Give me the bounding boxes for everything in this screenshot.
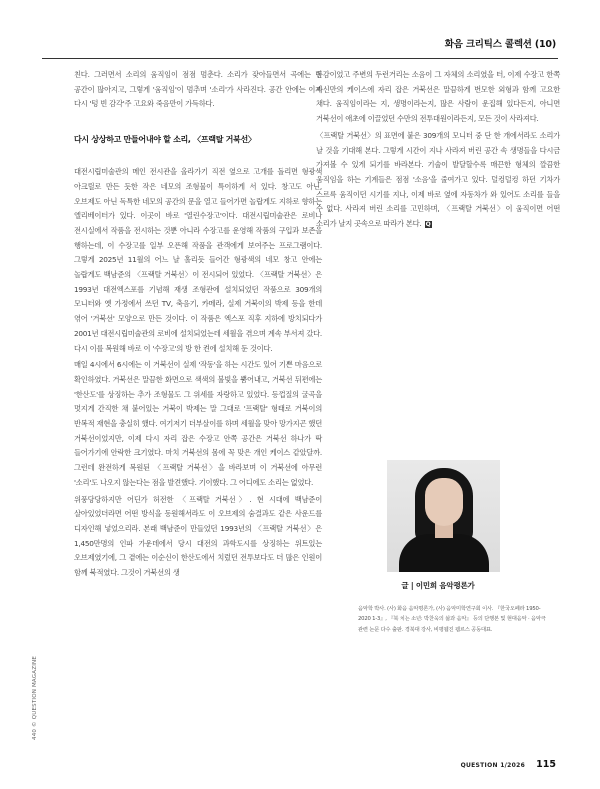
end-mark-icon: Q	[425, 220, 431, 228]
photo-body	[399, 534, 489, 572]
page-footer	[461, 752, 556, 771]
section-subheading: 다시 상상하고 만들어내야 할 소리, 〈프랙탈 거북선〉	[74, 135, 256, 145]
author-photo	[387, 460, 500, 572]
left-column	[74, 68, 322, 581]
closing-paragraph-text: 〈프랙탈 거북선〉의 표면에 붙은 309개의 모니터 중 단 한 개에서라도 소리가 날 것을 기대해 본다. 그렇게 시간이 지나 사라져 버린 공간 속 생명들을 다시금 가져볼 수 있게 되기를 바라본다. 기술이 발달할수록 매끈한 형체의 깔끔한 움직임을 하는 기계들은 점점 '소음'을 줄여가고 있다. 덜컹덜컹 하던 기차가 스르륵 움직이던 시기를 지나, 이제 바로 옆에 자동차가 와 있어도 소리를 들을 수 없다. 사라져 버린 소리를 고민하며, 〈프랙탈 거북선〉이 움직이면 어떤 소리가 날지 곳속으로 따라가 본다.	[316, 130, 560, 229]
body-paragraph: 매일 4시에서 6시에는 이 거북선이 실제 '작동'을 하는 시간도 있어 기쁜 마음으로 확인하였다. 거북선은 말끔한 화면으로 색색의 불빛을 뿜어내고, 거북선 뒤편에는 '한산도'를 상징하는 추가 조형물도 그 위세를 자랑하고 있었다. 등껍질의 굴곡을 멋지게 간직한 채 붙어있는 거북이 박제는 말 그대로 '프랙탈' 형태로 거북이의 반복적 재현을 충실히 했다. 여기저기 더부살이를 하며 세월을 맞아 망가지곤 했던 거북선이었지만, 이제 다시 자리 잡은 수장고 안쪽 공간은 거북선 하나가 딱 들어가기에 안락한 크기였다. 마치 거북선의 몸에 꼭 맞은 개인 케이스 같았달까. 그런데 완전하게 복원된 〈프랙탈 거북선〉을 바라보며 이 거북선에 아무런 '소리'도 나오지 않는다는 점을 발견했다. 기이했다. 그 어디에도 소리는 없었다.	[74, 360, 322, 487]
body-paragraph	[316, 129, 560, 232]
right-column	[316, 68, 560, 232]
author-byline: 글 | 이민희 음악평론가	[401, 581, 475, 590]
intro-paragraph: 친다. 그러면서 소리의 움직임이 점점 멈춘다. 소리가 잦아들면서 곡에는 빈 공간이 많아지고, 그렇게 '움직임'이 멈추며 '소리'가 사라진다. 공간 안에는 이제 다시 '텅 빈 감각'주 고요와 죽음만이 가득하다.	[74, 70, 322, 109]
magazine-issue: QUESTION 1/2026	[460, 762, 526, 769]
header-divider	[42, 58, 558, 59]
author-bio: 음악학 박사. (사) 화음 음악평론가, (사) 음악미학연구회 이사. 『한국오페라 1950-2020 1-3』, 『북 치는 소년: 박찬욱의 삶과 음악』 등의 단행본 및 현대음악 · 음악극 관련 논문 다수 출판. 경북대 강사, 비평웹진 웹르스 공동대표.	[358, 606, 546, 633]
side-label: 440 © QUESTION MAGAZINE	[32, 655, 38, 740]
photo-face	[425, 478, 463, 526]
body-paragraph: 위풍당당하지만 어딘가 허전한 〈프랙탈 거북선〉. 현 시대에 백남준이 살아있었더라면 어떤 방식을 동원해서라도 이 오브제의 숨결과도 같은 사운드를 디자인해 넣었으리라. 본래 백남준이 만들었던 1993년의 〈프랙탈 거북선〉은 1,450만명의 인파 가운데에서 당시 대전의 과학도시를 상징하는 위트있는 오브제였기에, 그 곁에는 이순신이 한산도에서 치렀던 전투보다도 더 많은 인원이 함께 북적였다. 그것이 거북선의 생	[74, 494, 322, 578]
body-paragraph: 대전시립미술관의 메인 전시관을 올라가기 직전 옆으로 고개를 돌리면 형광색 아크릴로 만든 듯한 작은 네모의 조형물이 특이하게 서 있다. 창고도 아닌, 오브제도 아닌 독특한 네모의 공간의 문을 열고 들어가면 놀랍게도 지하로 향하는 엘리베이터가 있다. 이곳이 바로 '열린수장고'이다. 대전시립미술관은 로비나 전시실에서 작품을 전시하는 것뿐 아니라 수장고를 운영해 작품의 구입과 보존을 행하는데, 이 수장고를 일부 오픈해 작품을 관객에게 보여주는 프로그램이다. 그렇게 2025년 11월의 어느 날 홀리듯 들어간 형광색의 네모 창고 안에는 놀랍게도 백남준의 〈프랙탈 거북선〉이 전시되어 있었다. 〈프랙탈 거북선〉은 1993년 대전엑스포를 기념해 재생 조형관에 설치되었던 작품으로 309개의 모니터와 옛 가정에서 쓰던 TV, 축음기, 카메라, 실제 거북이의 박제 등을 한데 엮어 '거북선' 모양으로 만든 것이다. 이 작품은 엑스포 직후 지하에 방치되다가 2001년 대전시립미술관의 로비에 설치되었는데 세월을 겪으며 계속 부서져 갔다. 다시 이를 복원해 바로 이 '수장고'의 방 한 켠에 설치해 둔 것이다.	[74, 167, 322, 353]
header-title: 화음 크리틱스 콜렉션 (10)	[444, 39, 556, 50]
page-number: 115	[536, 759, 556, 770]
body-paragraph: 동감이었고 주변의 두런거리는 소음이 그 자체의 소리였을 터, 이제 수장고 한쪽 자신만의 케이스에 자리 잡은 거북선은 말끔하게 번모한 외형과 함께 고요한 채다. 움직임이라는 지, 생명이라는지, 많은 사람이 운집해 있다든지, 아니면 거북선이 애초에 이끌었던 수만의 전투대원이라든지, 모든 것이 사라져다.	[316, 70, 560, 124]
